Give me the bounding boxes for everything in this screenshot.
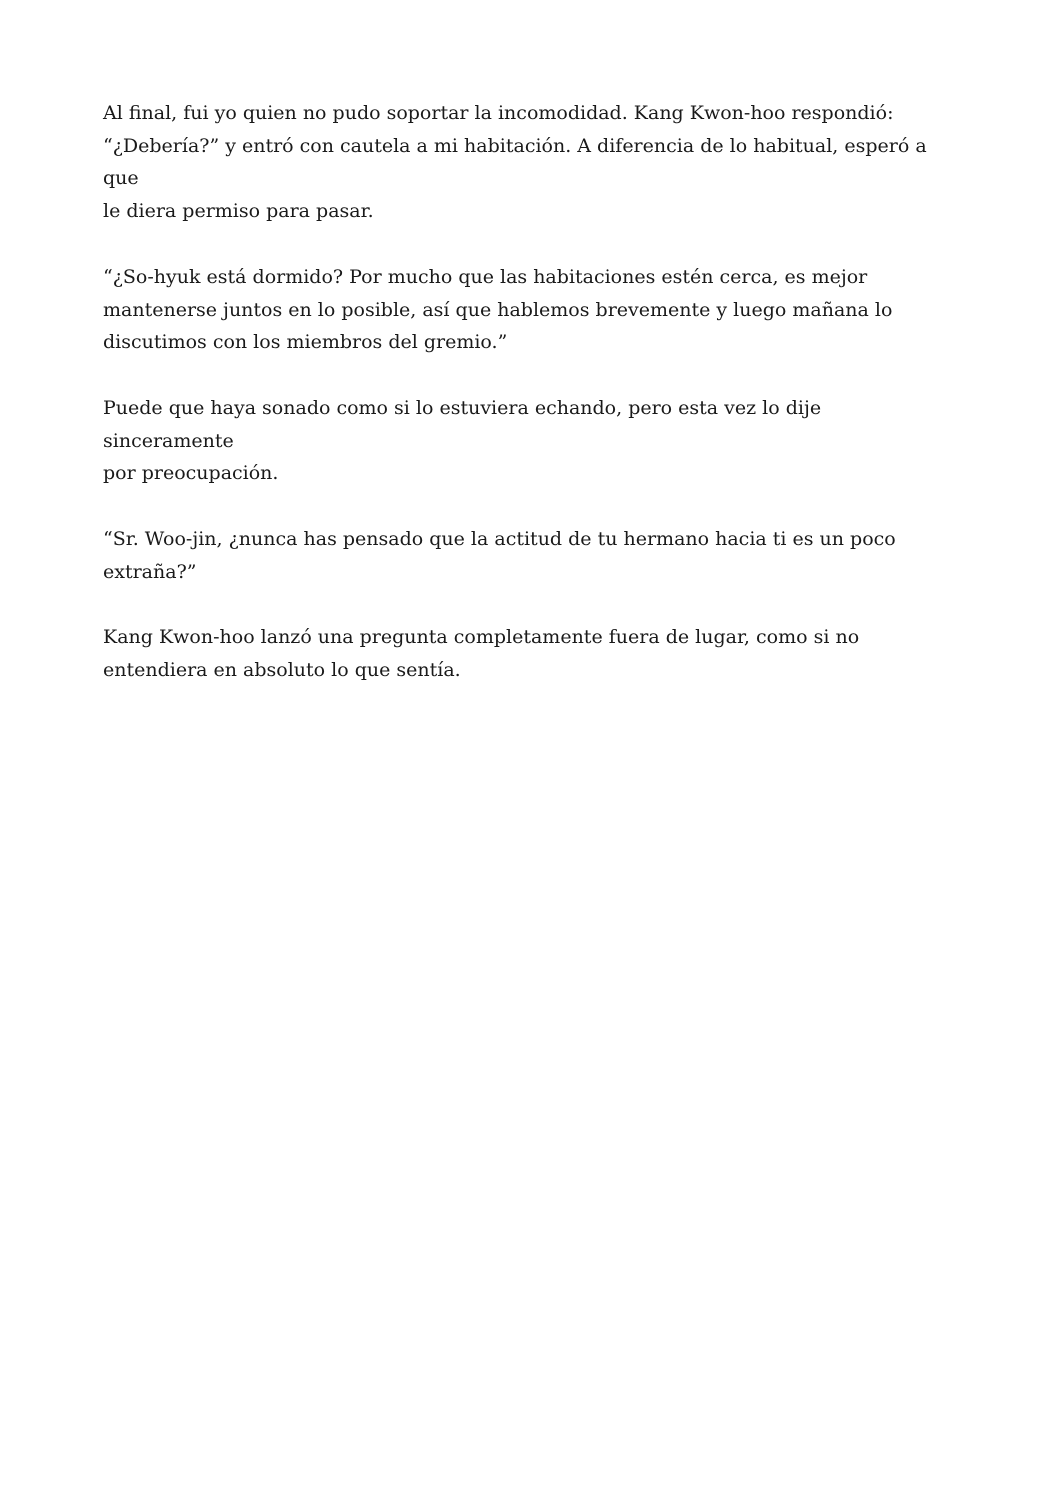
paragraph: Kang Kwon-hoo lanzó una pregunta completamente fuera de lugar, como si no entendiera en absoluto lo que sentía. [103,626,860,682]
document-body [103,97,948,687]
paragraph: Puede que haya sonado como si lo estuviera echando, pero esta vez lo dije sinceramente por preocupación. [103,396,822,485]
paragraph: “¿So-hyuk está dormido? Por mucho que las habitaciones estén cerca, es mejor mantenerse juntos en lo posible, así que hablemos brevemente y luego mañana lo discutimos con los miembros del gremio.” [103,265,893,354]
paragraph: Al final, fui yo quien no pudo soportar la incomodidad. Kang Kwon-hoo respondió: “¿Debería?” y entró con cautela a mi habitación. A diferencia de lo habitual, esperó a que le diera permiso para pasar. [103,102,927,223]
paragraph: “Sr. Woo-jin, ¿nunca has pensado que la actitud de tu hermano hacia ti es un poco extraña?” [103,528,896,583]
